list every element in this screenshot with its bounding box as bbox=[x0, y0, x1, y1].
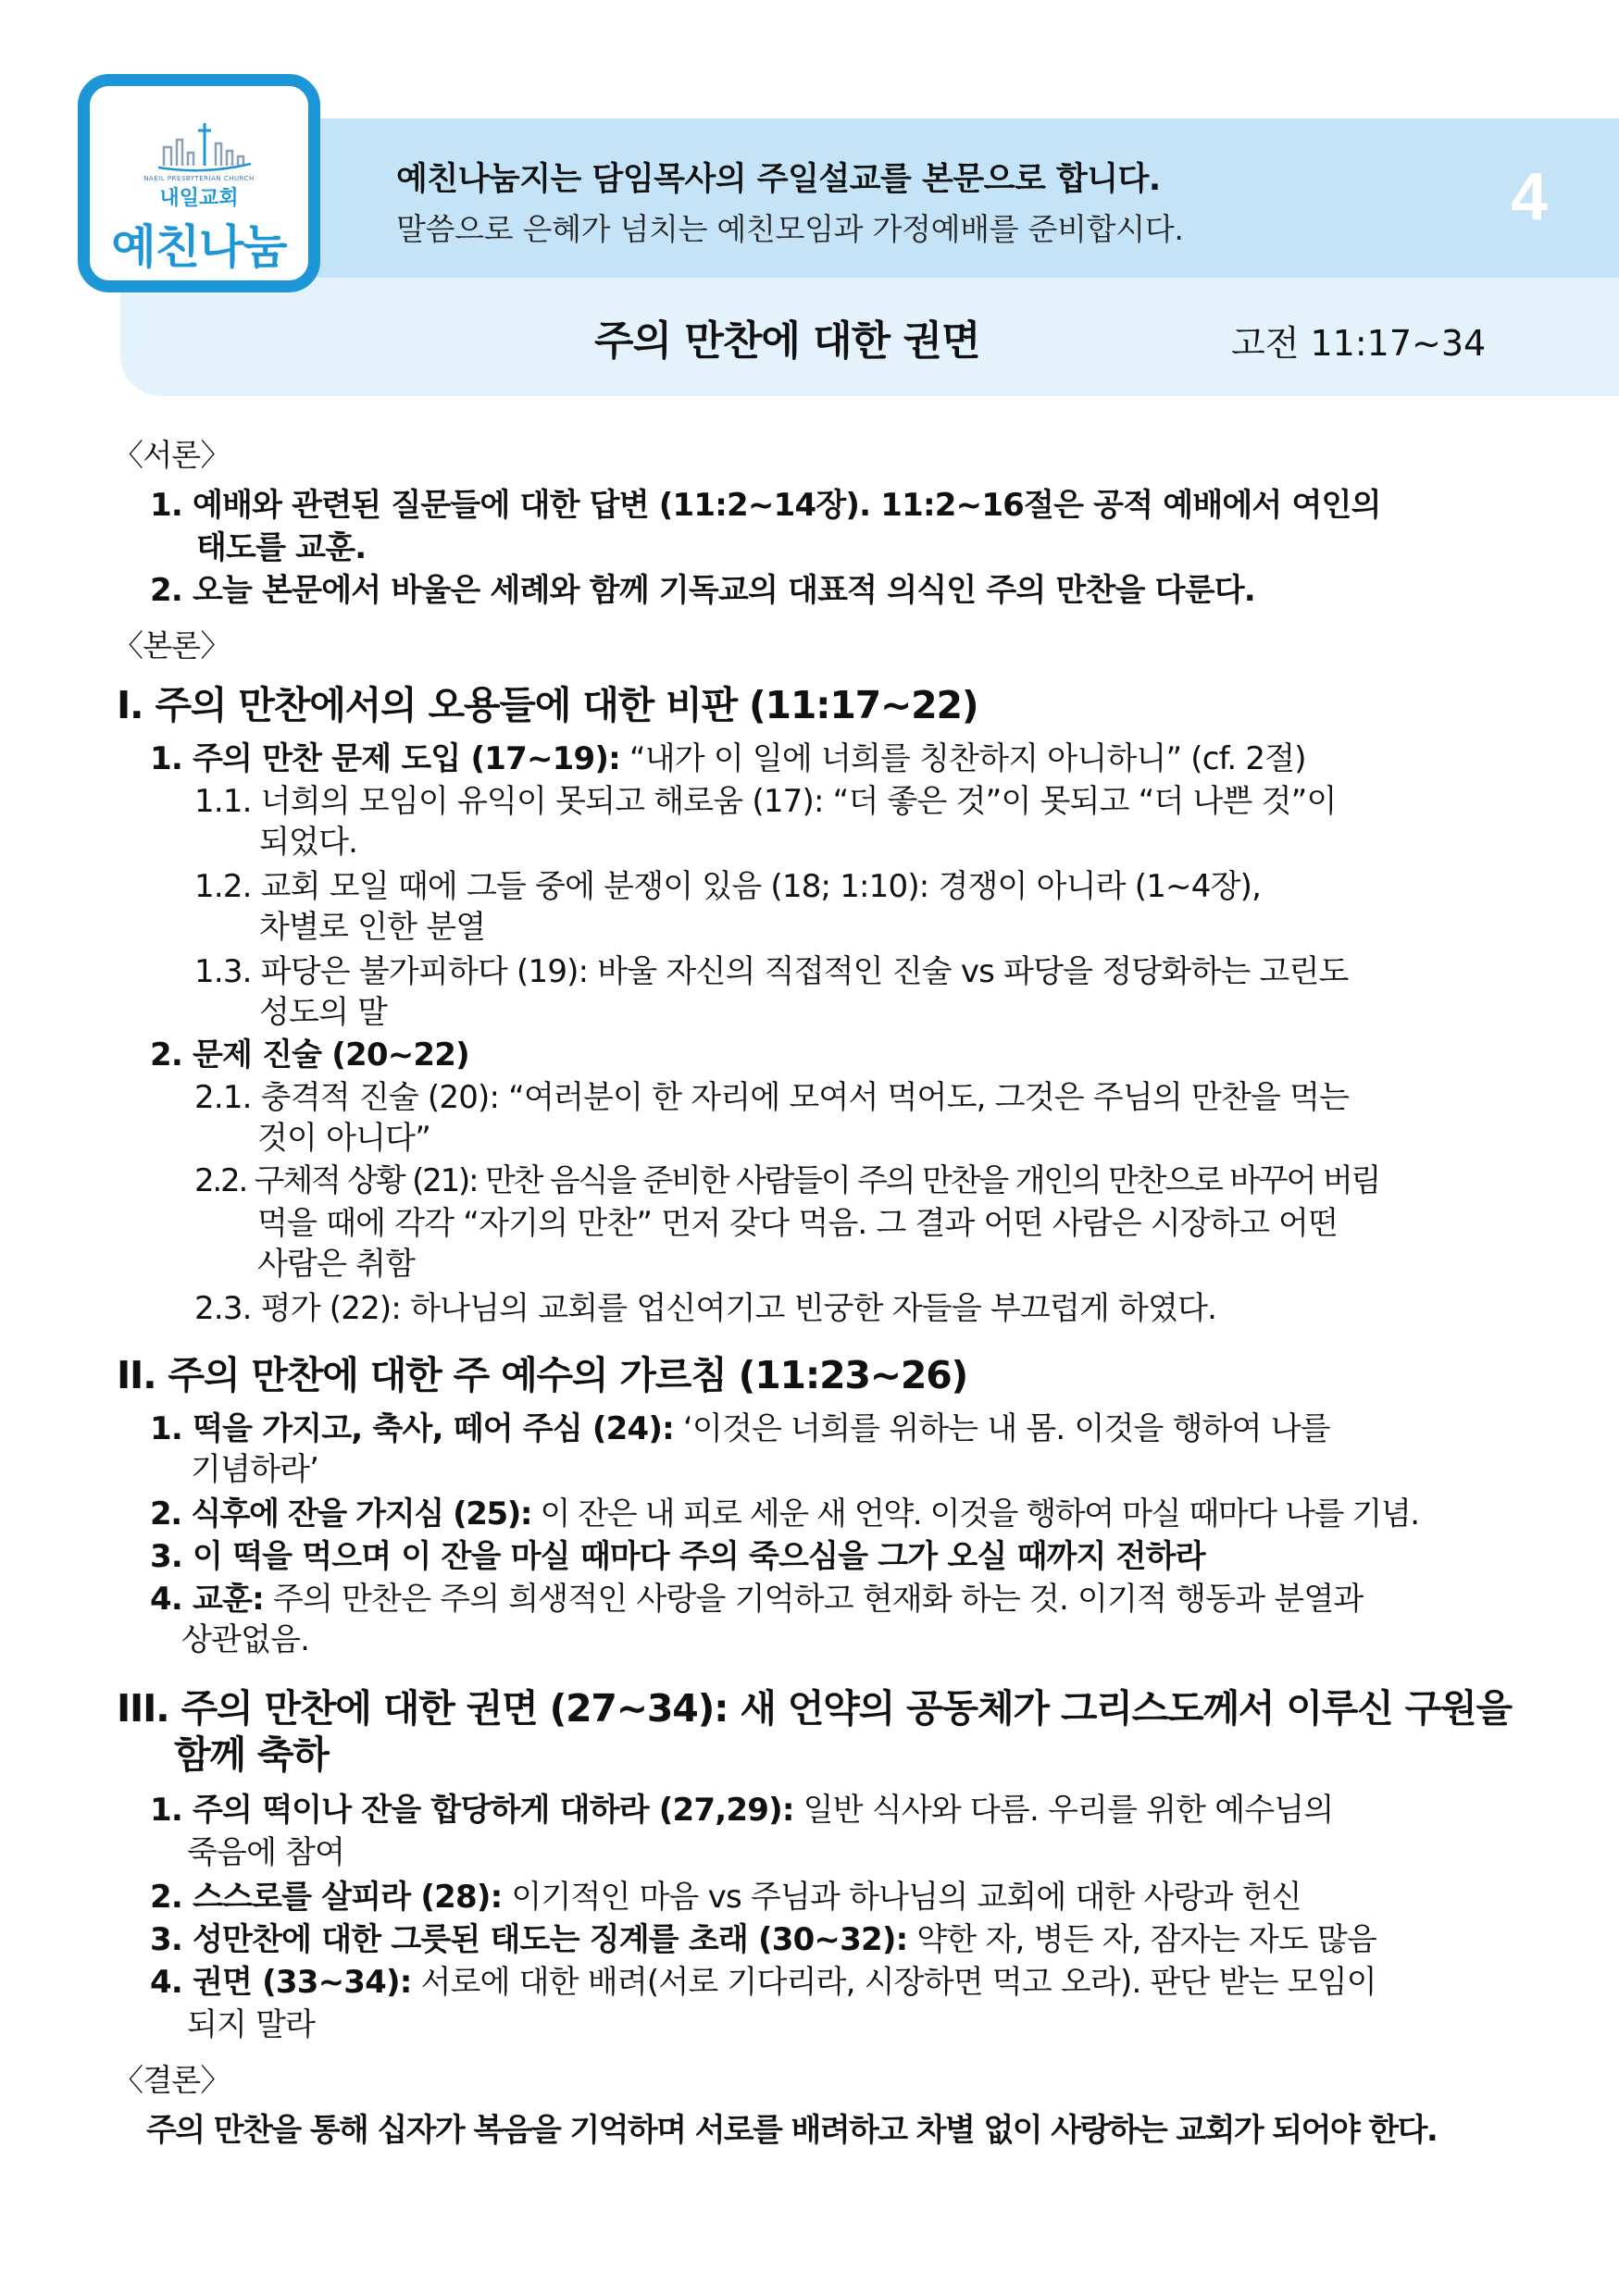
section-3-point-1: 1. 주의 떡이나 잔을 합당하게 대하라 (27,29): 일반 식사와 다름. 우리를 위한 예수님의 bbox=[150, 1792, 1334, 1829]
section-2-point-3: 3. 이 떡을 먹으며 이 잔을 마실 때마다 주의 죽으심을 그가 오실 때까지 전하라 bbox=[150, 1538, 1205, 1575]
section-1-point-1-1-cont: 되었다. bbox=[259, 824, 358, 861]
church-skyline-icon bbox=[158, 119, 251, 175]
intro-item-1-cont: 태도를 교훈. bbox=[196, 529, 367, 566]
logo-tagline: NAEIL PRESBYTERIAN CHURCH bbox=[143, 175, 255, 182]
section-2-heading: II. 주의 만찬에 대한 주 예수의 가르침 (11:23~26) bbox=[117, 1353, 968, 1397]
section-1-point-2-3: 2.3. 평가 (22): 하나님의 교회를 업신여기고 빈궁한 자들을 부끄럽게 하였다. bbox=[194, 1290, 1217, 1327]
section-1-point-1: 1. 주의 만찬 문제 도입 (17~19): “내가 이 일에 너희를 칭찬하지 아니하니” (cf. 2절) bbox=[150, 740, 1306, 777]
logo-church-name: 내일교회 bbox=[159, 187, 239, 210]
sermon-title: 주의 만찬에 대한 권면 bbox=[594, 317, 980, 365]
section-1-heading: I. 주의 만찬에서의 오용들에 대한 비판 (11:17~22) bbox=[117, 683, 978, 727]
section-3-point-1-cont: 죽음에 참여 bbox=[187, 1834, 345, 1871]
section-3-heading-cont: 함께 축하 bbox=[174, 1732, 329, 1777]
section-3-point-2: 2. 스스로를 살피라 (28): 이기적인 마음 vs 주님과 하나님의 교회에 대한 사랑과 헌신 bbox=[150, 1879, 1301, 1916]
section-3-point-3: 3. 성만찬에 대한 그릇된 태도는 징계를 초래 (30~32): 약한 자, 병든 자, 잠자는 자도 많음 bbox=[150, 1921, 1377, 1958]
section-1-point-2: 2. 문제 진술 (20~22) bbox=[150, 1036, 469, 1074]
logo-title: 예친나눔 bbox=[111, 220, 287, 274]
section-2-point-4-cont: 상관없음. bbox=[181, 1621, 310, 1658]
section-1-point-1-1: 1.1. 너희의 모임이 유익이 못되고 해로움 (17): “더 좋은 것”이 못되고 “더 나쁜 것”이 bbox=[194, 783, 1337, 820]
section-1-point-2-2-cont2: 사람은 취함 bbox=[257, 1246, 416, 1283]
intro-label: 〈서론〉 bbox=[113, 437, 230, 473]
section-1-point-1-2-cont: 차별로 인한 분열 bbox=[259, 909, 486, 946]
section-1-point-1-3-cont: 성도의 말 bbox=[259, 994, 388, 1031]
conclusion-text: 주의 만찬을 통해 십자가 복음을 기억하며 서로를 배려하고 차별 없이 사랑하는 교회가 되어야 한다. bbox=[146, 2112, 1438, 2149]
intro-item-1: 1. 예배와 관련된 질문들에 대한 답변 (11:2~14장). 11:2~16절은 공적 예배에서 여인의 bbox=[150, 487, 1381, 524]
header-line-2: 말씀으로 은혜가 넘치는 예친모임과 가정예배를 준비합시다. bbox=[396, 211, 1184, 247]
section-3-point-4: 4. 권면 (33~34): 서로에 대한 배려(서로 기다리라, 시장하면 먹고 오라). 판단 받는 모임이 bbox=[150, 1964, 1376, 2001]
intro-item-2: 2. 오늘 본문에서 바울은 세례와 함께 기독교의 대표적 의식인 주의 만찬을 다룬다. bbox=[150, 572, 1255, 609]
conclusion-label: 〈결론〉 bbox=[113, 2062, 230, 2098]
section-1-point-2-2: 2.2. 구체적 상황 (21): 만찬 음식을 준비한 사람들이 주의 만찬을 개인의 만찬으로 바꾸어 버림 bbox=[194, 1162, 1380, 1199]
section-2-point-1: 1. 떡을 가지고, 축사, 떼어 주심 (24): ‘이것은 너희를 위하는 내 몸. 이것을 행하여 나를 bbox=[150, 1410, 1330, 1447]
section-1-point-2-1-cont: 것이 아니다” bbox=[257, 1120, 431, 1157]
section-3-heading: III. 주의 만찬에 대한 권면 (27~34): 새 언약의 공동체가 그리스도께서 이루신 구원을 bbox=[117, 1686, 1512, 1731]
section-1-point-2-1: 2.1. 충격적 진술 (20): “여러분이 한 자리에 모여서 먹어도, 그것은 주님의 만찬을 먹는 bbox=[194, 1079, 1350, 1116]
section-2-point-1-cont: 기념하라’ bbox=[191, 1451, 319, 1488]
body-label: 〈본론〉 bbox=[113, 627, 230, 664]
logo bbox=[78, 74, 320, 292]
section-2-point-4: 4. 교훈: 주의 만찬은 주의 희생적인 사랑을 기억하고 현재화 하는 것. 이기적 행동과 분열과 bbox=[150, 1581, 1364, 1618]
section-1-point-1-2: 1.2. 교회 모일 때에 그들 중에 분쟁이 있음 (18; 1:10): 경쟁이 아니라 (1~4장), bbox=[194, 868, 1262, 905]
section-3-point-4-cont: 되지 말라 bbox=[187, 2006, 316, 2043]
section-1-point-2-2-cont: 먹을 때에 각각 “자기의 만찬” 먼저 갖다 먹음. 그 결과 어떤 사람은 시장하고 어떤 bbox=[257, 1205, 1339, 1242]
scripture-reference: 고전 11:17~34 bbox=[1231, 323, 1487, 364]
section-1-point-1-3: 1.3. 파당은 불가피하다 (19): 바울 자신의 직접적인 진술 vs 파당을 정당화하는 고린도 bbox=[194, 953, 1349, 990]
page-number: 4 bbox=[1511, 160, 1549, 234]
header-line-1: 예친나눔지는 담임목사의 주일설교를 본문으로 합니다. bbox=[396, 161, 1161, 198]
section-2-point-2: 2. 식후에 잔을 가지심 (25): 이 잔은 내 피로 세운 새 언약. 이것을 행하여 마실 때마다 나를 기념. bbox=[150, 1496, 1419, 1533]
